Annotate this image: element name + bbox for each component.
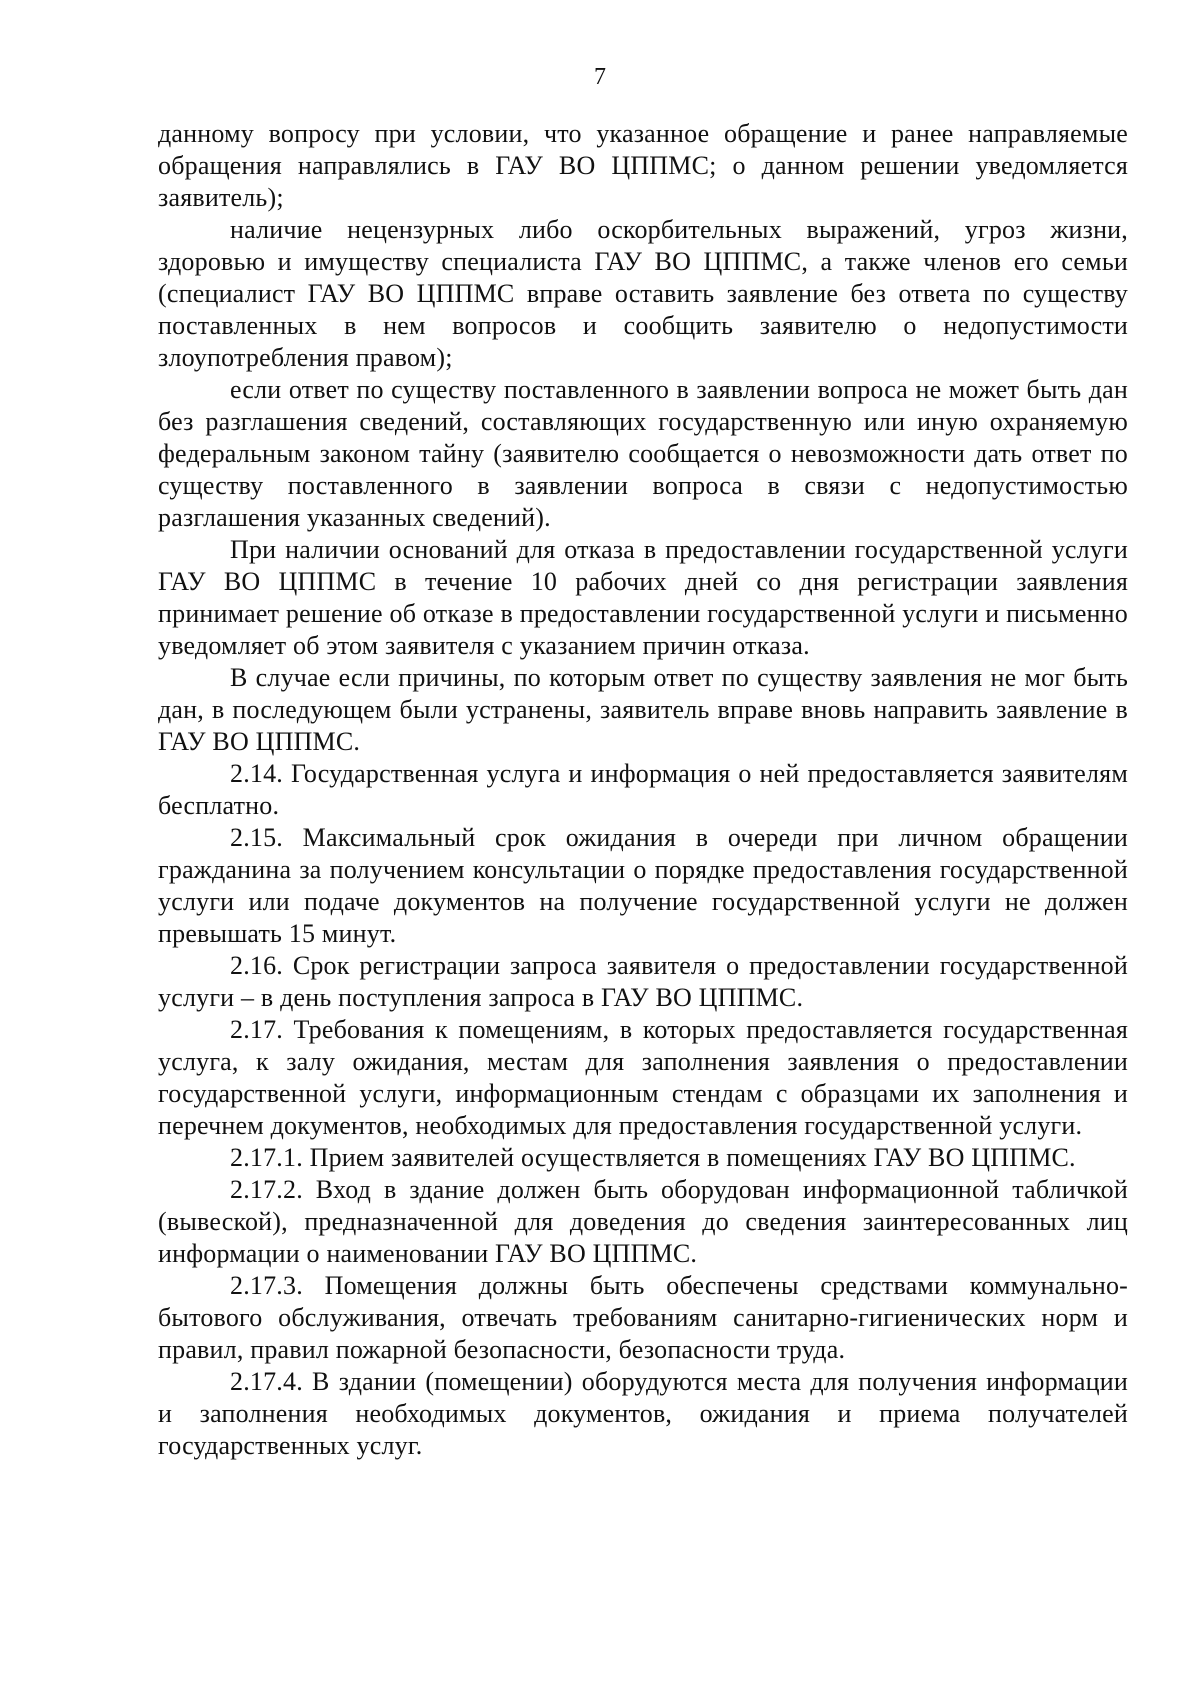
- section-2-17-3: 2.17.3. Помещения должны быть обеспечены средствами коммунально-бытового обслуживания, отвечать требованиям санитарно-гигиенических норм и правил, правил пожарной безопасности, безопасности труда.: [158, 1271, 1128, 1364]
- paragraph: При наличии оснований для отказа в предоставлении государственной услуги ГАУ ВО ЦППМС в течение 10 рабочих дней со дня регистрации заявления принимает решение об отказе в предоставлении государственной услуги и письменно уведомляет об этом заявителя с указанием причин отказа.: [158, 535, 1128, 660]
- section-2-17-1: 2.17.1. Прием заявителей осуществляется в помещениях ГАУ ВО ЦППМС.: [230, 1143, 1076, 1172]
- section-2-17: 2.17. Требования к помещениям, в которых предоставляется государственная услуга, к залу ожидания, местам для заполнения заявления о предоставлении государственной услуги, информационным стендам с образцами их заполнения и перечнем документов, необходимых для предоставления государственной услуги.: [158, 1015, 1128, 1140]
- paragraph: В случае если причины, по которым ответ по существу заявления не мог быть дан, в последующем были устранены, заявитель вправе вновь направить заявление в ГАУ ВО ЦППМС.: [158, 663, 1128, 756]
- section-2-17-2: 2.17.2. Вход в здание должен быть оборудован информационной табличкой (вывеской), предназначенной для доведения до сведения заинтересованных лиц информации о наименовании ГАУ ВО ЦППМС.: [158, 1175, 1128, 1268]
- page-number: 7: [594, 64, 606, 90]
- section-2-14: 2.14. Государственная услуга и информация о ней предоставляется заявителям бесплатно.: [158, 759, 1128, 820]
- section-2-15: 2.15. Максимальный срок ожидания в очереди при личном обращении гражданина за получением консультации о порядке предоставления государственной услуги или подаче документов на получение государственной услуги не должен превышать 15 минут.: [158, 823, 1128, 948]
- section-2-16: 2.16. Срок регистрации запроса заявителя о предоставлении государственной услуги – в день поступления запроса в ГАУ ВО ЦППМС.: [158, 951, 1128, 1012]
- document-body: [158, 118, 1128, 1462]
- paragraph: если ответ по существу поставленного в заявлении вопроса не может быть дан без разглашения сведений, составляющих государственную или иную охраняемую федеральным законом тайну (заявителю сообщается о невозможности дать ответ по существу поставленного в заявлении вопроса в связи с недопустимостью разглашения указанных сведений).: [158, 375, 1128, 532]
- paragraph: наличие нецензурных либо оскорбительных выражений, угроз жизни, здоровью и имуществу специалиста ГАУ ВО ЦППМС, а также членов его семьи (специалист ГАУ ВО ЦППМС вправе оставить заявление без ответа по существу поставленных в нем вопросов и сообщить заявителю о недопустимости злоупотребления правом);: [158, 215, 1128, 372]
- paragraph-continuation: данному вопросу при условии, что указанное обращение и ранее направляемые обращения направлялись в ГАУ ВО ЦППМС; о данном решении уведомляется заявитель);: [158, 119, 1128, 212]
- section-2-17-4: 2.17.4. В здании (помещении) оборудуются места для получения информации и заполнения необходимых документов, ожидания и приема получателей государственных услуг.: [158, 1367, 1128, 1460]
